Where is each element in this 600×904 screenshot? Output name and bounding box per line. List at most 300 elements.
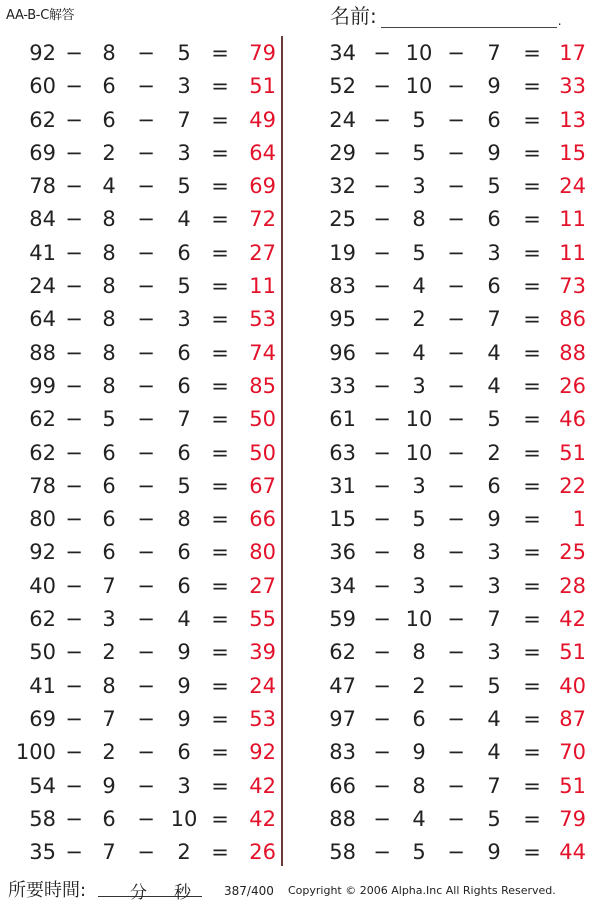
minus-sign: − <box>137 373 155 398</box>
minus-sign: − <box>373 174 391 199</box>
problem-row <box>312 37 592 70</box>
equals-sign: = <box>523 74 541 99</box>
answer: 66 <box>249 507 276 532</box>
answer: 92 <box>249 740 276 765</box>
subtrahend-1: 8 <box>102 340 116 365</box>
subtrahend-2: 3 <box>487 640 501 665</box>
problem-row <box>0 736 280 769</box>
minus-sign: − <box>373 473 391 498</box>
minus-sign: − <box>373 307 391 332</box>
minuend: 69 <box>29 706 56 731</box>
minus-sign: − <box>65 607 83 632</box>
subtrahend-1: 2 <box>102 140 116 165</box>
subtrahend-1: 6 <box>102 107 116 132</box>
equals-sign: = <box>211 773 229 798</box>
problem-row <box>0 370 280 403</box>
subtrahend-2: 7 <box>487 607 501 632</box>
minus-sign: − <box>137 407 155 432</box>
problem-row <box>312 770 592 803</box>
subtrahend-1: 10 <box>405 440 433 465</box>
minus-sign: − <box>65 174 83 199</box>
subtrahend-2: 4 <box>177 607 191 632</box>
minus-sign: − <box>447 607 465 632</box>
minuend: 35 <box>29 840 56 865</box>
answer: 28 <box>559 573 586 598</box>
minuend: 60 <box>29 74 56 99</box>
subtrahend-1: 8 <box>412 540 426 565</box>
minus-sign: − <box>137 706 155 731</box>
minus-sign: − <box>137 174 155 199</box>
equals-sign: = <box>523 773 541 798</box>
minuend: 66 <box>329 773 356 798</box>
answer: 15 <box>559 140 586 165</box>
answer: 85 <box>249 373 276 398</box>
subtrahend-2: 6 <box>177 340 191 365</box>
problem-row <box>0 836 280 869</box>
answer: 64 <box>249 140 276 165</box>
problem-row <box>0 703 280 736</box>
minus-sign: − <box>373 507 391 532</box>
subtrahend-2: 6 <box>177 540 191 565</box>
equals-sign: = <box>523 706 541 731</box>
minuend: 96 <box>329 340 356 365</box>
minus-sign: − <box>137 640 155 665</box>
equals-sign: = <box>523 373 541 398</box>
answer: 26 <box>559 373 586 398</box>
subtrahend-1: 3 <box>412 473 426 498</box>
minuend: 63 <box>329 440 356 465</box>
minuend: 100 <box>15 740 56 765</box>
minus-sign: − <box>447 706 465 731</box>
answer: 55 <box>249 607 276 632</box>
minuend: 78 <box>29 174 56 199</box>
answer: 42 <box>249 773 276 798</box>
equals-sign: = <box>211 340 229 365</box>
minus-sign: − <box>137 473 155 498</box>
problem-row <box>0 803 280 836</box>
minuend: 95 <box>329 307 356 332</box>
minus-sign: − <box>373 607 391 632</box>
equals-sign: = <box>523 507 541 532</box>
minus-sign: − <box>373 407 391 432</box>
equals-sign: = <box>523 540 541 565</box>
name-blank-line <box>381 7 557 28</box>
answer: 25 <box>559 540 586 565</box>
minuend: 15 <box>329 507 356 532</box>
subtrahend-2: 5 <box>177 174 191 199</box>
equals-sign: = <box>523 806 541 831</box>
problem-row <box>0 503 280 536</box>
minuend: 58 <box>29 806 56 831</box>
subtrahend-1: 2 <box>412 307 426 332</box>
subtrahend-2: 9 <box>487 74 501 99</box>
minuend: 62 <box>29 440 56 465</box>
subtrahend-1: 2 <box>102 640 116 665</box>
minus-sign: − <box>373 840 391 865</box>
minutes-label: 分 <box>130 883 147 903</box>
name-label: 名前: <box>330 4 377 28</box>
problem-row <box>312 503 592 536</box>
minus-sign: − <box>447 74 465 99</box>
minus-sign: − <box>373 706 391 731</box>
subtrahend-2: 4 <box>177 207 191 232</box>
minus-sign: − <box>65 773 83 798</box>
seconds-label: 秒 <box>174 883 191 903</box>
problem-row <box>312 104 592 137</box>
time-required-label: 所要時間: <box>8 880 87 901</box>
subtrahend-1: 8 <box>102 207 116 232</box>
minus-sign: − <box>137 607 155 632</box>
minuend: 40 <box>29 573 56 598</box>
minuend: 69 <box>29 140 56 165</box>
minus-sign: − <box>373 240 391 265</box>
name-field-area <box>330 4 562 28</box>
minus-sign: − <box>65 740 83 765</box>
subtrahend-2: 6 <box>177 573 191 598</box>
minus-sign: − <box>447 140 465 165</box>
answer: 51 <box>559 773 586 798</box>
subtrahend-2: 2 <box>177 840 191 865</box>
minus-sign: − <box>373 640 391 665</box>
subtrahend-2: 3 <box>177 74 191 99</box>
subtrahend-2: 6 <box>177 740 191 765</box>
subtrahend-1: 8 <box>102 307 116 332</box>
minus-sign: − <box>137 307 155 332</box>
problem-row <box>0 536 280 569</box>
problem-row <box>0 437 280 470</box>
minus-sign: − <box>447 107 465 132</box>
subtrahend-1: 5 <box>412 240 426 265</box>
problem-row <box>0 270 280 303</box>
subtrahend-1: 4 <box>412 340 426 365</box>
subtrahend-1: 4 <box>412 806 426 831</box>
problem-row <box>312 137 592 170</box>
subtrahend-1: 6 <box>102 806 116 831</box>
answer: 67 <box>249 473 276 498</box>
subtrahend-2: 3 <box>177 140 191 165</box>
column-divider <box>281 36 283 866</box>
minus-sign: − <box>137 207 155 232</box>
equals-sign: = <box>211 107 229 132</box>
minuend: 31 <box>329 473 356 498</box>
subtrahend-2: 6 <box>487 473 501 498</box>
answer: 17 <box>559 41 586 65</box>
subtrahend-1: 8 <box>102 41 116 65</box>
subtrahend-1: 2 <box>102 740 116 765</box>
equals-sign: = <box>211 407 229 432</box>
right-problem-column <box>312 37 592 869</box>
answer: 44 <box>559 840 586 865</box>
name-end-dot: . <box>557 14 562 28</box>
minus-sign: − <box>65 407 83 432</box>
minuend: 62 <box>29 107 56 132</box>
answer: 79 <box>559 806 586 831</box>
subtrahend-2: 3 <box>487 573 501 598</box>
subtrahend-2: 4 <box>487 706 501 731</box>
minuend: 99 <box>29 373 56 398</box>
equals-sign: = <box>523 840 541 865</box>
subtrahend-1: 6 <box>102 473 116 498</box>
equals-sign: = <box>211 240 229 265</box>
minus-sign: − <box>65 706 83 731</box>
minus-sign: − <box>65 140 83 165</box>
subtrahend-1: 3 <box>102 607 116 632</box>
subtrahend-1: 2 <box>412 673 426 698</box>
minus-sign: − <box>137 840 155 865</box>
answer: 72 <box>249 207 276 232</box>
subtrahend-2: 5 <box>177 41 191 65</box>
subtrahend-1: 6 <box>102 507 116 532</box>
problem-row <box>0 403 280 436</box>
equals-sign: = <box>523 740 541 765</box>
minus-sign: − <box>65 440 83 465</box>
problem-row <box>0 570 280 603</box>
equals-sign: = <box>523 140 541 165</box>
subtrahend-2: 9 <box>487 840 501 865</box>
equals-sign: = <box>211 307 229 332</box>
subtrahend-2: 6 <box>177 373 191 398</box>
problem-row <box>0 104 280 137</box>
equals-sign: = <box>211 174 229 199</box>
answer: 27 <box>249 573 276 598</box>
minus-sign: − <box>65 74 83 99</box>
subtrahend-1: 8 <box>102 373 116 398</box>
minus-sign: − <box>137 773 155 798</box>
minus-sign: − <box>373 540 391 565</box>
problem-row <box>312 370 592 403</box>
answer: 11 <box>559 240 586 265</box>
worksheet-title: AA-B-C解答 <box>6 8 75 23</box>
answer: 33 <box>559 74 586 99</box>
subtrahend-1: 4 <box>412 274 426 299</box>
minuend: 41 <box>29 240 56 265</box>
problem-row <box>0 237 280 270</box>
minus-sign: − <box>137 507 155 532</box>
minuend: 24 <box>29 274 56 299</box>
minus-sign: − <box>447 507 465 532</box>
subtrahend-1: 6 <box>102 440 116 465</box>
subtrahend-1: 6 <box>412 706 426 731</box>
answer: 51 <box>559 640 586 665</box>
subtrahend-2: 3 <box>177 307 191 332</box>
equals-sign: = <box>211 274 229 299</box>
subtrahend-1: 6 <box>102 540 116 565</box>
answer: 87 <box>559 706 586 731</box>
problem-row <box>0 337 280 370</box>
minus-sign: − <box>65 507 83 532</box>
equals-sign: = <box>211 607 229 632</box>
minus-sign: − <box>447 174 465 199</box>
minuend: 34 <box>329 573 356 598</box>
subtrahend-2: 6 <box>487 207 501 232</box>
minus-sign: − <box>137 74 155 99</box>
minuend: 62 <box>29 407 56 432</box>
minus-sign: − <box>137 440 155 465</box>
answer: 24 <box>559 174 586 199</box>
problem-row <box>0 70 280 103</box>
minuend: 78 <box>29 473 56 498</box>
minus-sign: − <box>447 240 465 265</box>
subtrahend-1: 10 <box>405 407 433 432</box>
equals-sign: = <box>523 307 541 332</box>
problem-row <box>0 203 280 236</box>
subtrahend-1: 8 <box>412 207 426 232</box>
minuend: 80 <box>29 507 56 532</box>
minuend: 32 <box>329 174 356 199</box>
equals-sign: = <box>523 340 541 365</box>
minus-sign: − <box>137 340 155 365</box>
subtrahend-1: 8 <box>102 673 116 698</box>
minus-sign: − <box>447 540 465 565</box>
problem-row <box>312 437 592 470</box>
subtrahend-2: 9 <box>177 673 191 698</box>
equals-sign: = <box>523 274 541 299</box>
minus-sign: − <box>65 340 83 365</box>
subtrahend-1: 5 <box>412 140 426 165</box>
answer: 24 <box>249 673 276 698</box>
subtrahend-2: 9 <box>177 706 191 731</box>
answer: 50 <box>249 440 276 465</box>
answer: 39 <box>249 640 276 665</box>
minuend: 25 <box>329 207 356 232</box>
answer: 26 <box>249 840 276 865</box>
problem-row <box>312 670 592 703</box>
subtrahend-1: 8 <box>412 640 426 665</box>
answer: 53 <box>249 706 276 731</box>
subtrahend-2: 5 <box>487 673 501 698</box>
subtrahend-2: 8 <box>177 507 191 532</box>
subtrahend-2: 4 <box>487 373 501 398</box>
minuend: 54 <box>29 773 56 798</box>
minus-sign: − <box>137 274 155 299</box>
equals-sign: = <box>523 673 541 698</box>
answer: 74 <box>249 340 276 365</box>
minus-sign: − <box>447 340 465 365</box>
subtrahend-2: 7 <box>487 307 501 332</box>
minus-sign: − <box>447 673 465 698</box>
equals-sign: = <box>211 74 229 99</box>
subtrahend-1: 9 <box>102 773 116 798</box>
minuend: 97 <box>329 706 356 731</box>
answer: 11 <box>559 207 586 232</box>
problem-row <box>0 470 280 503</box>
minus-sign: − <box>447 373 465 398</box>
minus-sign: − <box>65 274 83 299</box>
subtrahend-1: 3 <box>412 174 426 199</box>
minuend: 62 <box>329 640 356 665</box>
answer: 51 <box>559 440 586 465</box>
minuend: 61 <box>329 407 356 432</box>
subtrahend-2: 9 <box>487 507 501 532</box>
minus-sign: − <box>65 207 83 232</box>
equals-sign: = <box>211 840 229 865</box>
minus-sign: − <box>373 673 391 698</box>
equals-sign: = <box>523 41 541 65</box>
problem-row <box>312 337 592 370</box>
minus-sign: − <box>373 74 391 99</box>
minus-sign: − <box>447 640 465 665</box>
equals-sign: = <box>211 473 229 498</box>
problem-row <box>312 237 592 270</box>
problem-row <box>312 570 592 603</box>
subtrahend-1: 7 <box>102 573 116 598</box>
problem-row <box>312 203 592 236</box>
subtrahend-2: 5 <box>487 174 501 199</box>
equals-sign: = <box>523 473 541 498</box>
subtrahend-2: 6 <box>177 440 191 465</box>
minuend: 19 <box>329 240 356 265</box>
answer: 88 <box>559 340 586 365</box>
minus-sign: − <box>137 740 155 765</box>
footer <box>6 874 596 903</box>
equals-sign: = <box>523 640 541 665</box>
minus-sign: − <box>65 107 83 132</box>
minus-sign: − <box>373 440 391 465</box>
subtrahend-1: 10 <box>405 74 433 99</box>
problem-row <box>0 137 280 170</box>
answer: 42 <box>249 806 276 831</box>
equals-sign: = <box>523 440 541 465</box>
minuend: 58 <box>329 840 356 865</box>
equals-sign: = <box>211 207 229 232</box>
problem-row <box>312 603 592 636</box>
answer: 40 <box>559 673 586 698</box>
minus-sign: − <box>65 373 83 398</box>
equals-sign: = <box>523 240 541 265</box>
minuend: 36 <box>329 540 356 565</box>
subtrahend-2: 10 <box>170 806 198 831</box>
minus-sign: − <box>137 673 155 698</box>
minuend: 29 <box>329 140 356 165</box>
minus-sign: − <box>447 307 465 332</box>
equals-sign: = <box>211 640 229 665</box>
problem-row <box>312 303 592 336</box>
minus-sign: − <box>373 274 391 299</box>
subtrahend-2: 7 <box>177 407 191 432</box>
equals-sign: = <box>211 673 229 698</box>
page-number: 387/400 <box>224 884 274 898</box>
answer: 13 <box>559 107 586 132</box>
minus-sign: − <box>65 573 83 598</box>
subtrahend-2: 4 <box>487 740 501 765</box>
minus-sign: − <box>65 41 83 65</box>
subtrahend-1: 5 <box>412 840 426 865</box>
minuend: 88 <box>29 340 56 365</box>
subtrahend-2: 3 <box>487 540 501 565</box>
problem-row <box>0 170 280 203</box>
subtrahend-1: 8 <box>412 773 426 798</box>
minuend: 62 <box>29 607 56 632</box>
minuend: 52 <box>329 74 356 99</box>
minus-sign: − <box>447 473 465 498</box>
equals-sign: = <box>211 573 229 598</box>
minus-sign: − <box>373 806 391 831</box>
problem-row <box>312 70 592 103</box>
subtrahend-2: 2 <box>487 440 501 465</box>
equals-sign: = <box>211 507 229 532</box>
answer: 80 <box>249 540 276 565</box>
minus-sign: − <box>137 806 155 831</box>
subtrahend-1: 8 <box>102 274 116 299</box>
minuend: 33 <box>329 373 356 398</box>
minus-sign: − <box>137 107 155 132</box>
left-problem-column <box>0 37 280 869</box>
minuend: 84 <box>29 207 56 232</box>
subtrahend-2: 7 <box>487 773 501 798</box>
minus-sign: − <box>373 573 391 598</box>
equals-sign: = <box>211 440 229 465</box>
minus-sign: − <box>373 140 391 165</box>
